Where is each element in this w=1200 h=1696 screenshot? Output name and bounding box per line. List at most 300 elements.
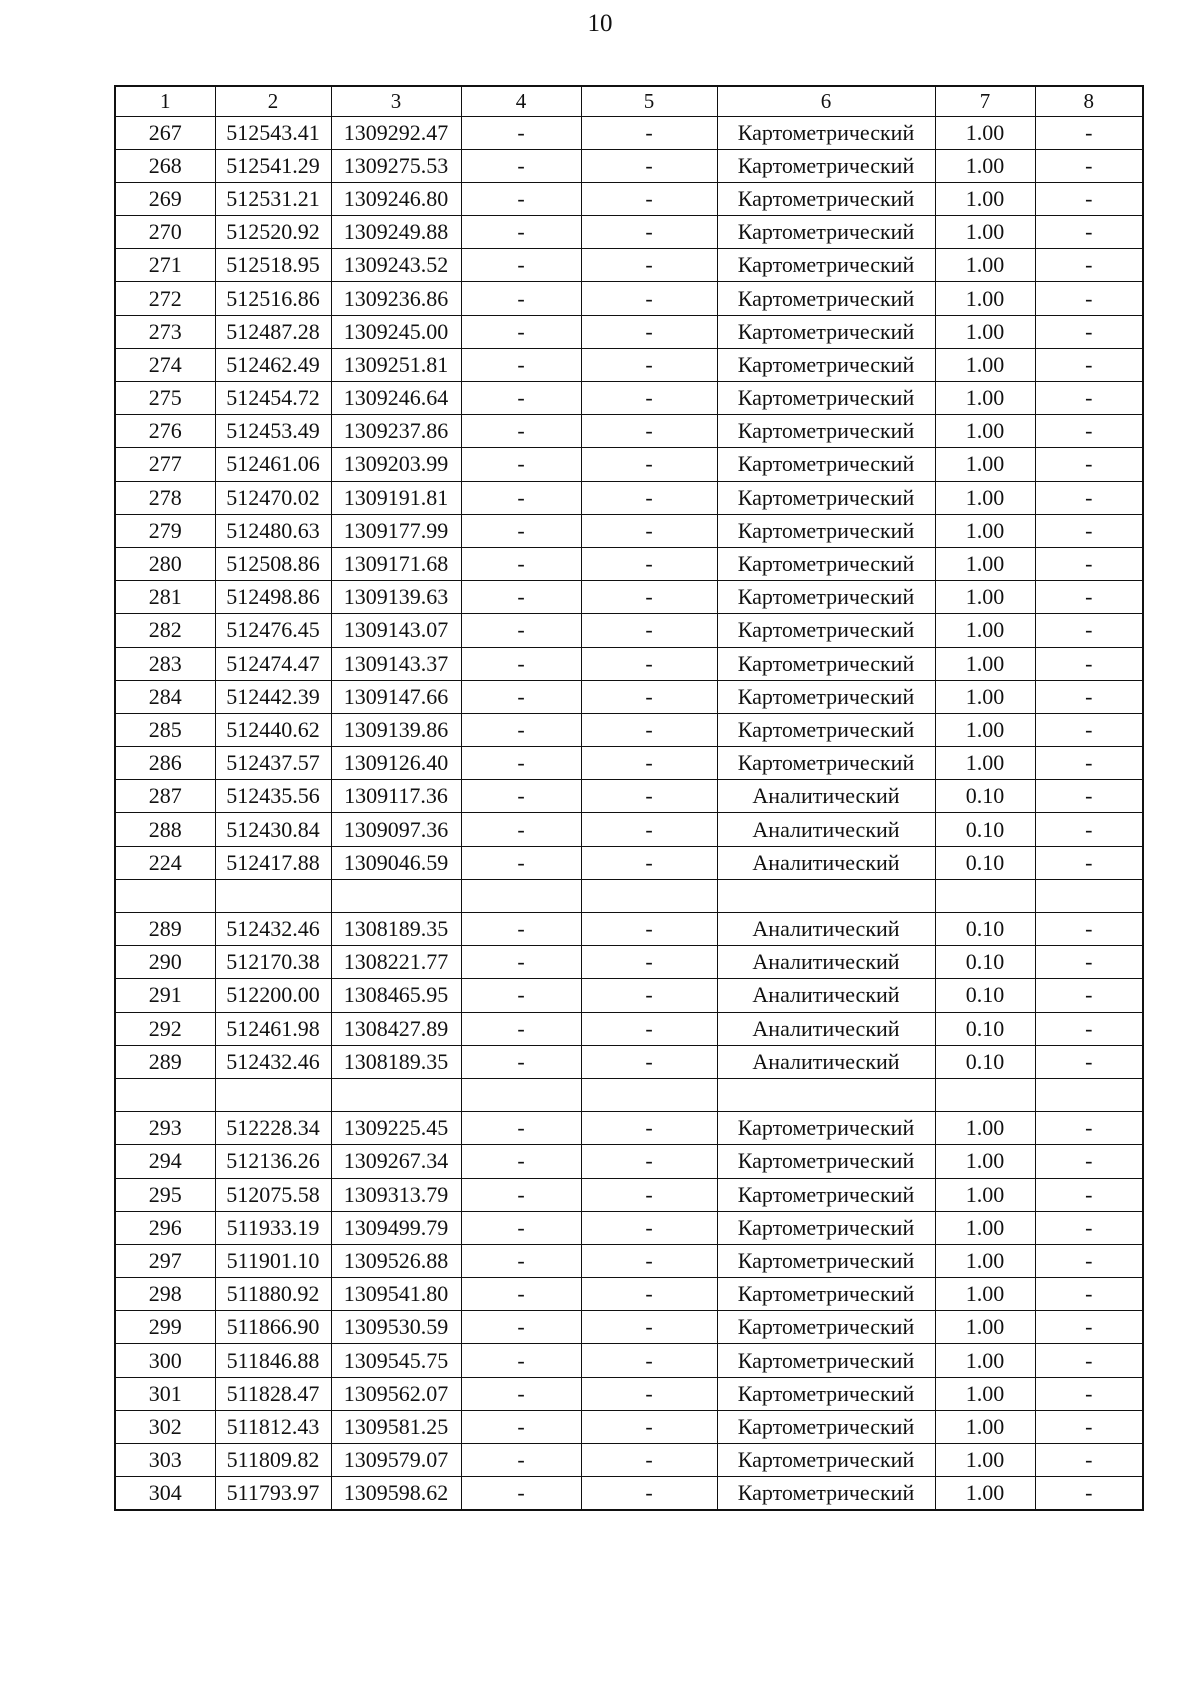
method-cell xyxy=(717,879,935,912)
table-row xyxy=(115,846,1143,879)
method-cell: Картометрический xyxy=(717,1211,935,1244)
point-number-cell: 289 xyxy=(115,1045,215,1078)
coordinates-table xyxy=(114,85,1144,1511)
x-coordinate-cell: 511809.82 xyxy=(215,1444,331,1477)
method-cell: Картометрический xyxy=(717,116,935,149)
point-number-cell: 300 xyxy=(115,1344,215,1377)
table-row xyxy=(115,1012,1143,1045)
table-row xyxy=(115,581,1143,614)
x-coordinate-cell: 512430.84 xyxy=(215,813,331,846)
table-row xyxy=(115,979,1143,1012)
table-row xyxy=(115,1444,1143,1477)
col4-cell: - xyxy=(461,1244,581,1277)
page-number: 10 xyxy=(587,10,613,37)
point-number-cell: 276 xyxy=(115,415,215,448)
col5-cell: - xyxy=(581,1410,717,1443)
col4-cell: - xyxy=(461,1311,581,1344)
point-number-cell: 289 xyxy=(115,913,215,946)
accuracy-cell: 1.00 xyxy=(935,182,1035,215)
col4-cell: - xyxy=(461,1444,581,1477)
method-cell: Картометрический xyxy=(717,1178,935,1211)
x-coordinate-cell: 512462.49 xyxy=(215,348,331,381)
point-number-cell: 279 xyxy=(115,514,215,547)
point-number-cell: 288 xyxy=(115,813,215,846)
col4-cell: - xyxy=(461,1410,581,1443)
x-coordinate-cell: 512474.47 xyxy=(215,647,331,680)
col8-cell: - xyxy=(1035,315,1143,348)
col5-cell: - xyxy=(581,216,717,249)
y-coordinate-cell: 1309139.86 xyxy=(331,713,461,746)
col4-cell: - xyxy=(461,614,581,647)
col8-cell: - xyxy=(1035,913,1143,946)
col4-cell: - xyxy=(461,1278,581,1311)
col4-cell: - xyxy=(461,713,581,746)
col8-cell: - xyxy=(1035,713,1143,746)
col5-cell: - xyxy=(581,116,717,149)
table-row xyxy=(115,1112,1143,1145)
accuracy-cell: 1.00 xyxy=(935,481,1035,514)
accuracy-cell: 1.00 xyxy=(935,1344,1035,1377)
y-coordinate-cell: 1309203.99 xyxy=(331,448,461,481)
col8-cell: - xyxy=(1035,1145,1143,1178)
col8-cell: - xyxy=(1035,581,1143,614)
column-header-2: 2 xyxy=(215,86,331,116)
method-cell: Картометрический xyxy=(717,1244,935,1277)
method-cell: Картометрический xyxy=(717,1311,935,1344)
x-coordinate-cell: 511866.90 xyxy=(215,1311,331,1344)
y-coordinate-cell xyxy=(331,1078,461,1111)
method-cell: Картометрический xyxy=(717,1112,935,1145)
y-coordinate-cell: 1309236.86 xyxy=(331,282,461,315)
table-row xyxy=(115,1344,1143,1377)
accuracy-cell: 0.10 xyxy=(935,846,1035,879)
col5-cell: - xyxy=(581,182,717,215)
point-number-cell: 287 xyxy=(115,780,215,813)
method-cell: Картометрический xyxy=(717,514,935,547)
col5-cell: - xyxy=(581,1278,717,1311)
col4-cell: - xyxy=(461,448,581,481)
y-coordinate-cell: 1309579.07 xyxy=(331,1444,461,1477)
table-row xyxy=(115,1410,1143,1443)
col4-cell: - xyxy=(461,348,581,381)
col5-cell: - xyxy=(581,149,717,182)
point-number-cell: 274 xyxy=(115,348,215,381)
point-number-cell: 296 xyxy=(115,1211,215,1244)
point-number-cell: 286 xyxy=(115,747,215,780)
x-coordinate-cell: 512454.72 xyxy=(215,382,331,415)
accuracy-cell: 1.00 xyxy=(935,680,1035,713)
table-row xyxy=(115,282,1143,315)
x-coordinate-cell: 511846.88 xyxy=(215,1344,331,1377)
col5-cell: - xyxy=(581,1211,717,1244)
col4-cell: - xyxy=(461,581,581,614)
accuracy-cell: 1.00 xyxy=(935,1244,1035,1277)
y-coordinate-cell: 1309249.88 xyxy=(331,216,461,249)
col8-cell: - xyxy=(1035,1244,1143,1277)
column-header-6: 6 xyxy=(717,86,935,116)
point-number-cell: 298 xyxy=(115,1278,215,1311)
table-row xyxy=(115,382,1143,415)
method-cell: Аналитический xyxy=(717,813,935,846)
col5-cell: - xyxy=(581,747,717,780)
x-coordinate-cell: 511933.19 xyxy=(215,1211,331,1244)
method-cell: Аналитический xyxy=(717,946,935,979)
table-row xyxy=(115,514,1143,547)
col5-cell: - xyxy=(581,1477,717,1510)
col5-cell: - xyxy=(581,382,717,415)
accuracy-cell xyxy=(935,879,1035,912)
col4-cell: - xyxy=(461,481,581,514)
table-row xyxy=(115,415,1143,448)
col8-cell: - xyxy=(1035,1444,1143,1477)
accuracy-cell: 1.00 xyxy=(935,1211,1035,1244)
table-row xyxy=(115,448,1143,481)
y-coordinate-cell: 1309225.45 xyxy=(331,1112,461,1145)
column-header-1: 1 xyxy=(115,86,215,116)
y-coordinate-cell: 1308221.77 xyxy=(331,946,461,979)
table-row xyxy=(115,1377,1143,1410)
table-row xyxy=(115,946,1143,979)
table-row xyxy=(115,1244,1143,1277)
y-coordinate-cell: 1309143.07 xyxy=(331,614,461,647)
col5-cell: - xyxy=(581,813,717,846)
col4-cell: - xyxy=(461,547,581,580)
table-row xyxy=(115,149,1143,182)
x-coordinate-cell: 511812.43 xyxy=(215,1410,331,1443)
point-number-cell: 278 xyxy=(115,481,215,514)
point-number-cell: 273 xyxy=(115,315,215,348)
table-row xyxy=(115,481,1143,514)
point-number-cell: 224 xyxy=(115,846,215,879)
col5-cell: - xyxy=(581,1344,717,1377)
table-row xyxy=(115,348,1143,381)
x-coordinate-cell: 512470.02 xyxy=(215,481,331,514)
accuracy-cell: 1.00 xyxy=(935,249,1035,282)
x-coordinate-cell: 512437.57 xyxy=(215,747,331,780)
col5-cell: - xyxy=(581,581,717,614)
y-coordinate-cell xyxy=(331,879,461,912)
col8-cell: - xyxy=(1035,1211,1143,1244)
method-cell: Картометрический xyxy=(717,149,935,182)
y-coordinate-cell: 1308465.95 xyxy=(331,979,461,1012)
accuracy-cell: 1.00 xyxy=(935,116,1035,149)
column-header-4: 4 xyxy=(461,86,581,116)
col4-cell: - xyxy=(461,315,581,348)
x-coordinate-cell xyxy=(215,1078,331,1111)
y-coordinate-cell: 1309581.25 xyxy=(331,1410,461,1443)
method-cell: Картометрический xyxy=(717,1477,935,1510)
point-number-cell: 267 xyxy=(115,116,215,149)
y-coordinate-cell: 1309246.80 xyxy=(331,182,461,215)
table-row xyxy=(115,1145,1143,1178)
x-coordinate-cell: 512228.34 xyxy=(215,1112,331,1145)
col8-cell: - xyxy=(1035,1410,1143,1443)
x-coordinate-cell: 512440.62 xyxy=(215,713,331,746)
col4-cell: - xyxy=(461,913,581,946)
point-number-cell: 297 xyxy=(115,1244,215,1277)
col5-cell: - xyxy=(581,415,717,448)
y-coordinate-cell: 1309267.34 xyxy=(331,1145,461,1178)
point-number-cell: 304 xyxy=(115,1477,215,1510)
point-number-cell: 290 xyxy=(115,946,215,979)
col4-cell: - xyxy=(461,1145,581,1178)
method-cell: Картометрический xyxy=(717,249,935,282)
method-cell: Картометрический xyxy=(717,647,935,680)
col8-cell: - xyxy=(1035,1311,1143,1344)
col4-cell: - xyxy=(461,415,581,448)
table-row xyxy=(115,913,1143,946)
header-row xyxy=(115,86,1143,116)
col8-cell: - xyxy=(1035,547,1143,580)
x-coordinate-cell: 512461.06 xyxy=(215,448,331,481)
y-coordinate-cell: 1309246.64 xyxy=(331,382,461,415)
method-cell: Картометрический xyxy=(717,680,935,713)
table-row xyxy=(115,1477,1143,1510)
table-row xyxy=(115,1045,1143,1078)
accuracy-cell: 1.00 xyxy=(935,348,1035,381)
col8-cell: - xyxy=(1035,116,1143,149)
table-row xyxy=(115,182,1143,215)
x-coordinate-cell: 512075.58 xyxy=(215,1178,331,1211)
col4-cell: - xyxy=(461,1012,581,1045)
method-cell: Картометрический xyxy=(717,1278,935,1311)
table-row xyxy=(115,249,1143,282)
col8-cell: - xyxy=(1035,813,1143,846)
col8-cell: - xyxy=(1035,1278,1143,1311)
method-cell: Картометрический xyxy=(717,216,935,249)
method-cell: Картометрический xyxy=(717,581,935,614)
y-coordinate-cell: 1309245.00 xyxy=(331,315,461,348)
col4-cell: - xyxy=(461,1178,581,1211)
col8-cell: - xyxy=(1035,182,1143,215)
col4-cell: - xyxy=(461,813,581,846)
x-coordinate-cell: 512476.45 xyxy=(215,614,331,647)
column-header-7: 7 xyxy=(935,86,1035,116)
col8-cell: - xyxy=(1035,680,1143,713)
col8-cell xyxy=(1035,1078,1143,1111)
point-number-cell: 301 xyxy=(115,1377,215,1410)
table-row xyxy=(115,1211,1143,1244)
y-coordinate-cell: 1309530.59 xyxy=(331,1311,461,1344)
x-coordinate-cell: 512531.21 xyxy=(215,182,331,215)
col4-cell: - xyxy=(461,946,581,979)
point-number-cell: 277 xyxy=(115,448,215,481)
col4-cell xyxy=(461,1078,581,1111)
x-coordinate-cell: 512487.28 xyxy=(215,315,331,348)
point-number-cell: 269 xyxy=(115,182,215,215)
point-number-cell: 282 xyxy=(115,614,215,647)
accuracy-cell: 1.00 xyxy=(935,415,1035,448)
col8-cell: - xyxy=(1035,481,1143,514)
point-number-cell xyxy=(115,1078,215,1111)
col4-cell: - xyxy=(461,1344,581,1377)
col5-cell: - xyxy=(581,1311,717,1344)
method-cell: Картометрический xyxy=(717,614,935,647)
accuracy-cell: 0.10 xyxy=(935,1012,1035,1045)
y-coordinate-cell: 1309237.86 xyxy=(331,415,461,448)
col5-cell: - xyxy=(581,249,717,282)
col5-cell: - xyxy=(581,680,717,713)
col8-cell: - xyxy=(1035,249,1143,282)
point-number-cell: 270 xyxy=(115,216,215,249)
y-coordinate-cell: 1309126.40 xyxy=(331,747,461,780)
accuracy-cell: 0.10 xyxy=(935,1045,1035,1078)
accuracy-cell: 0.10 xyxy=(935,946,1035,979)
table-row xyxy=(115,547,1143,580)
y-coordinate-cell: 1309526.88 xyxy=(331,1244,461,1277)
y-coordinate-cell: 1308427.89 xyxy=(331,1012,461,1045)
col8-cell: - xyxy=(1035,1377,1143,1410)
point-number-cell: 271 xyxy=(115,249,215,282)
col8-cell: - xyxy=(1035,846,1143,879)
x-coordinate-cell: 512453.49 xyxy=(215,415,331,448)
accuracy-cell: 1.00 xyxy=(935,216,1035,249)
table-row xyxy=(115,780,1143,813)
y-coordinate-cell: 1308189.35 xyxy=(331,913,461,946)
accuracy-cell: 1.00 xyxy=(935,647,1035,680)
x-coordinate-cell: 512516.86 xyxy=(215,282,331,315)
table-row xyxy=(115,614,1143,647)
col4-cell: - xyxy=(461,680,581,713)
col5-cell: - xyxy=(581,514,717,547)
y-coordinate-cell: 1309499.79 xyxy=(331,1211,461,1244)
col4-cell: - xyxy=(461,846,581,879)
col8-cell: - xyxy=(1035,979,1143,1012)
accuracy-cell: 1.00 xyxy=(935,1444,1035,1477)
accuracy-cell: 1.00 xyxy=(935,1112,1035,1145)
col4-cell: - xyxy=(461,182,581,215)
x-coordinate-cell: 512498.86 xyxy=(215,581,331,614)
method-cell: Картометрический xyxy=(717,448,935,481)
col5-cell: - xyxy=(581,846,717,879)
y-coordinate-cell: 1309143.37 xyxy=(331,647,461,680)
col4-cell: - xyxy=(461,1045,581,1078)
accuracy-cell: 1.00 xyxy=(935,1178,1035,1211)
method-cell: Картометрический xyxy=(717,348,935,381)
method-cell xyxy=(717,1078,935,1111)
col5-cell: - xyxy=(581,481,717,514)
col5-cell: - xyxy=(581,647,717,680)
col5-cell: - xyxy=(581,348,717,381)
table-body xyxy=(115,116,1143,1510)
accuracy-cell: 1.00 xyxy=(935,581,1035,614)
method-cell: Картометрический xyxy=(717,1410,935,1443)
x-coordinate-cell: 512442.39 xyxy=(215,680,331,713)
col4-cell: - xyxy=(461,979,581,1012)
col5-cell: - xyxy=(581,1012,717,1045)
accuracy-cell: 1.00 xyxy=(935,448,1035,481)
col8-cell: - xyxy=(1035,747,1143,780)
accuracy-cell: 0.10 xyxy=(935,813,1035,846)
col4-cell: - xyxy=(461,514,581,547)
col4-cell: - xyxy=(461,1477,581,1510)
col4-cell: - xyxy=(461,1211,581,1244)
method-cell: Картометрический xyxy=(717,1145,935,1178)
col8-cell: - xyxy=(1035,647,1143,680)
accuracy-cell: 1.00 xyxy=(935,149,1035,182)
col8-cell: - xyxy=(1035,1477,1143,1510)
point-number-cell: 280 xyxy=(115,547,215,580)
x-coordinate-cell: 512435.56 xyxy=(215,780,331,813)
col8-cell: - xyxy=(1035,448,1143,481)
method-cell: Аналитический xyxy=(717,846,935,879)
point-number-cell: 272 xyxy=(115,282,215,315)
col5-cell: - xyxy=(581,315,717,348)
method-cell: Картометрический xyxy=(717,1344,935,1377)
method-cell: Аналитический xyxy=(717,1012,935,1045)
accuracy-cell xyxy=(935,1078,1035,1111)
col8-cell xyxy=(1035,879,1143,912)
table-row xyxy=(115,116,1143,149)
table-row xyxy=(115,680,1143,713)
col4-cell: - xyxy=(461,382,581,415)
accuracy-cell: 1.00 xyxy=(935,282,1035,315)
point-number-cell: 294 xyxy=(115,1145,215,1178)
x-coordinate-cell xyxy=(215,879,331,912)
y-coordinate-cell: 1309139.63 xyxy=(331,581,461,614)
accuracy-cell: 1.00 xyxy=(935,747,1035,780)
column-header-8: 8 xyxy=(1035,86,1143,116)
method-cell: Аналитический xyxy=(717,979,935,1012)
point-number-cell: 295 xyxy=(115,1178,215,1211)
method-cell: Картометрический xyxy=(717,481,935,514)
accuracy-cell: 0.10 xyxy=(935,780,1035,813)
col4-cell: - xyxy=(461,216,581,249)
method-cell: Картометрический xyxy=(717,182,935,215)
accuracy-cell: 1.00 xyxy=(935,1278,1035,1311)
table-row xyxy=(115,1078,1143,1111)
method-cell: Картометрический xyxy=(717,282,935,315)
y-coordinate-cell: 1309177.99 xyxy=(331,514,461,547)
col5-cell: - xyxy=(581,1444,717,1477)
method-cell: Картометрический xyxy=(717,1377,935,1410)
point-number-cell: 275 xyxy=(115,382,215,415)
point-number-cell: 291 xyxy=(115,979,215,1012)
col8-cell: - xyxy=(1035,415,1143,448)
method-cell: Картометрический xyxy=(717,747,935,780)
y-coordinate-cell: 1309046.59 xyxy=(331,846,461,879)
col8-cell: - xyxy=(1035,149,1143,182)
col8-cell: - xyxy=(1035,1012,1143,1045)
y-coordinate-cell: 1309275.53 xyxy=(331,149,461,182)
x-coordinate-cell: 512520.92 xyxy=(215,216,331,249)
col5-cell: - xyxy=(581,1377,717,1410)
point-number-cell: 285 xyxy=(115,713,215,746)
table-row xyxy=(115,647,1143,680)
table-row xyxy=(115,1178,1143,1211)
accuracy-cell: 0.10 xyxy=(935,913,1035,946)
x-coordinate-cell: 511880.92 xyxy=(215,1278,331,1311)
method-cell: Картометрический xyxy=(717,1444,935,1477)
col8-cell: - xyxy=(1035,1344,1143,1377)
method-cell: Картометрический xyxy=(717,415,935,448)
y-coordinate-cell: 1309545.75 xyxy=(331,1344,461,1377)
x-coordinate-cell: 511901.10 xyxy=(215,1244,331,1277)
point-number-cell: 292 xyxy=(115,1012,215,1045)
y-coordinate-cell: 1309313.79 xyxy=(331,1178,461,1211)
col4-cell: - xyxy=(461,747,581,780)
x-coordinate-cell: 511828.47 xyxy=(215,1377,331,1410)
col5-cell: - xyxy=(581,448,717,481)
table-row xyxy=(115,315,1143,348)
y-coordinate-cell: 1309171.68 xyxy=(331,547,461,580)
col8-cell: - xyxy=(1035,1178,1143,1211)
col8-cell: - xyxy=(1035,946,1143,979)
x-coordinate-cell: 512518.95 xyxy=(215,249,331,282)
col4-cell xyxy=(461,879,581,912)
col8-cell: - xyxy=(1035,1112,1143,1145)
x-coordinate-cell: 512480.63 xyxy=(215,514,331,547)
